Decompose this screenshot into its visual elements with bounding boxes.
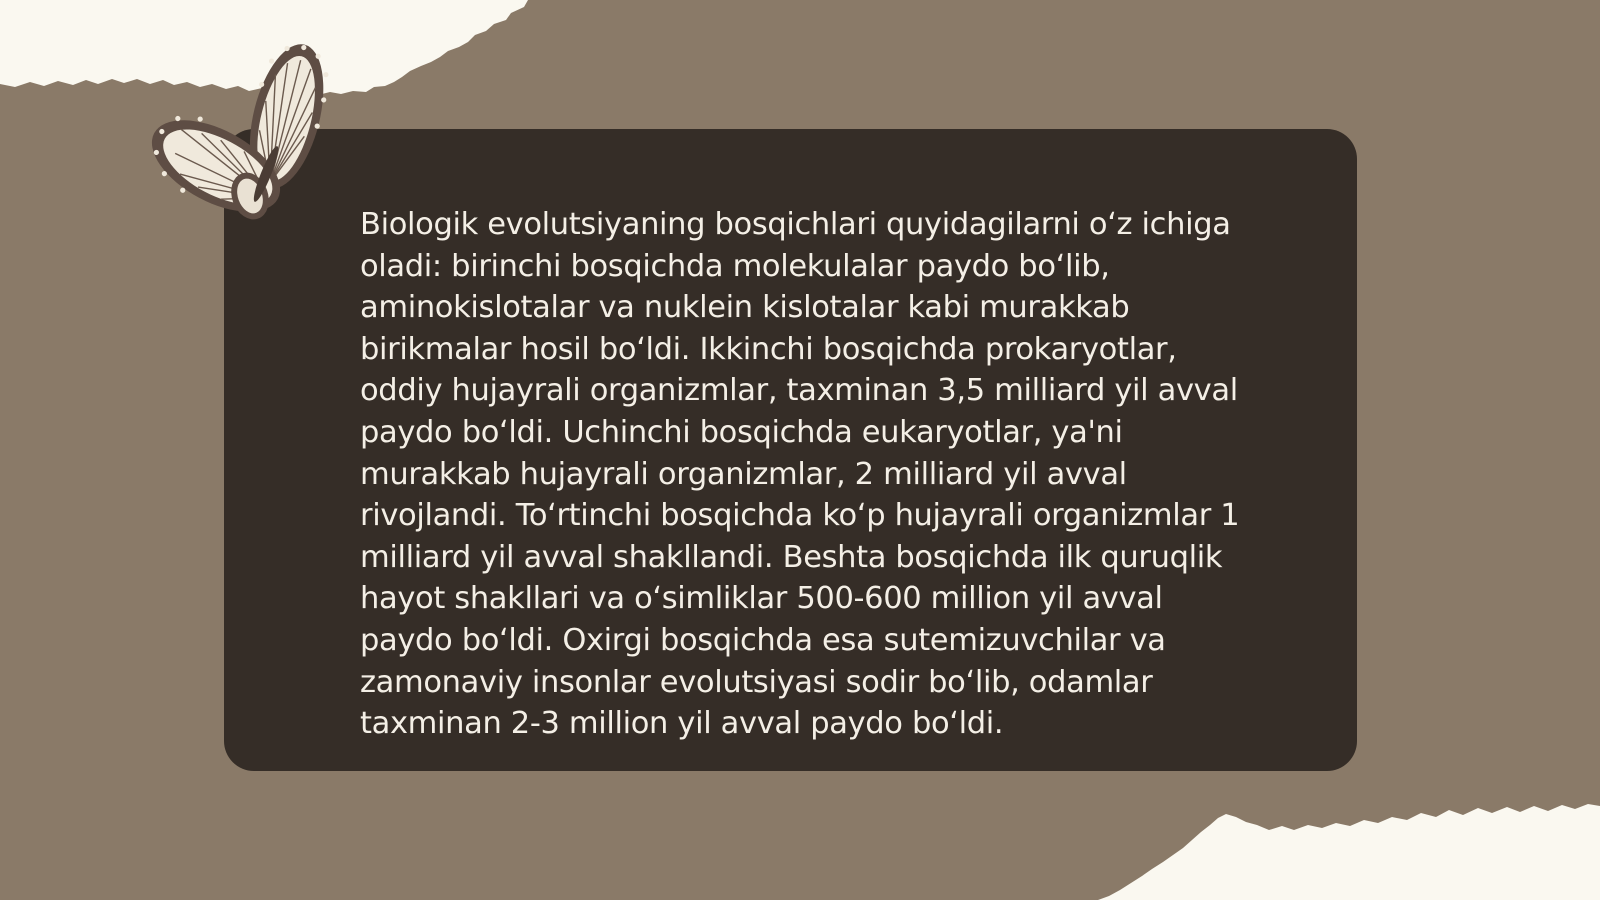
- butterfly-icon: [138, 36, 338, 226]
- body-text: Biologik evolutsiyaning bosqichlari quyidagilarni o‘z ichiga oladi: birinchi bosqichda molekulalar paydo bo‘lib, aminokislotalar va nuklein kislotalar kabi murakkab birikmalar hosil bo‘ldi. Ikkinchi bosqichda prokaryotlar, oddiy hujayrali organizmlar, taxminan 3,5 milliard yil avval paydo bo‘ldi. Uchinchi bosqichda eukaryotlar, ya'ni murakkab hujayrali organizmlar, 2 milliard yil avval rivojlandi. To‘rtinchi bosqichda ko‘p hujayrali organizmlar 1 milliard yil avval shakllandi. Beshta bosqichda ilk quruqlik hayot shakllari va o‘simliklar 500-600 million yil avval paydo bo‘ldi. Oxirgi bosqichda esa sutemizuvchilar va zamonaviy insonlar evolutsiyasi sodir bo‘lib, odamlar taxminan 2-3 million yil avval paydo bo‘ldi.: [360, 207, 1240, 742]
- torn-paper-bottom-right: [1098, 804, 1600, 900]
